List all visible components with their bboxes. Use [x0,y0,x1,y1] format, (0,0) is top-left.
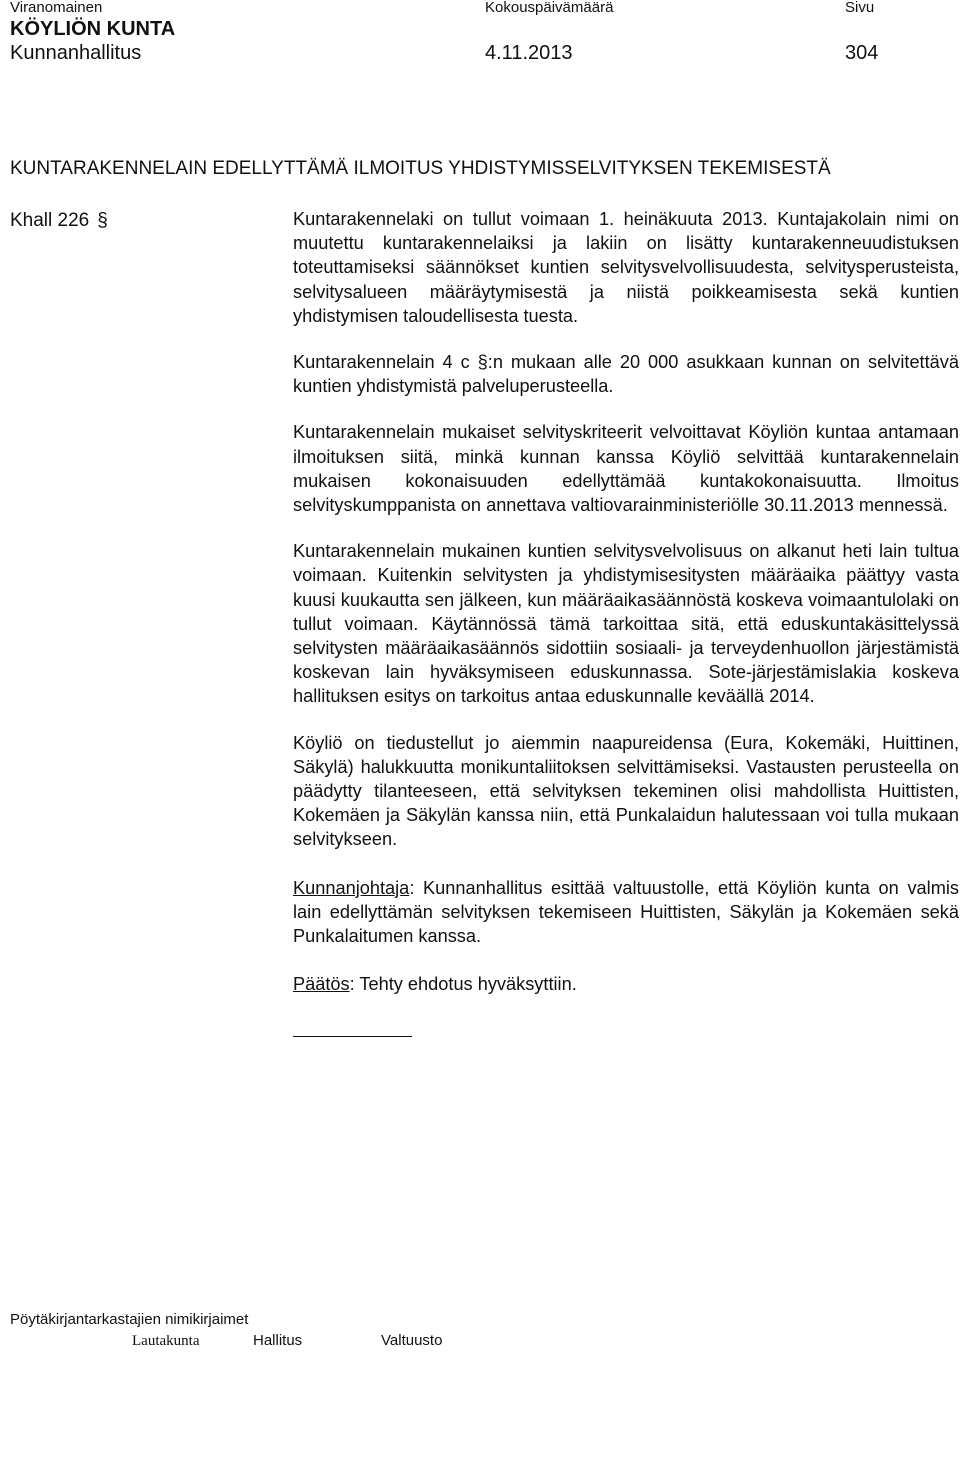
initials-columns [10,1331,950,1355]
decision-text: : Tehty ehdotus hyväksyttiin. [349,974,577,995]
page-label: Sivu [845,0,875,16]
section-reference [10,209,108,233]
initials-column-government: Hallitus [253,1332,303,1349]
meeting-date-label: Kokouspäivämäärä [485,0,614,16]
paragraph: Köyliö on tiedustellut jo aiemmin naapureidensa (Eura, Kokemäki, Huittinen, Säkylä) halukkuutta monikuntaliitoksen selvittämiseksi. Vastausten perusteella on päädytty tilanteeseen, että selvityksen tekeminen olisi mahdollista Huittisten, Kokemäen ja Säkylän kanssa niin, että Punkalaidun halutessaan voi tulla mukaan selvitykseen. [293,732,959,850]
proposal-text: : Kunnanhallitus esittää valtuustolle, että Köyliön kunta on valmis lain edellyttämän selvityksen tekemiseen Huittisten, Säkylän ja Kokemäen sekä Punkalaitumen kanssa. [293,877,959,947]
authority-name: Kunnanhallitus [10,42,142,64]
proposal-label: Kunnanjohtaja [293,877,410,898]
paragraph: Kuntarakennelaki on tullut voimaan 1. heinäkuuta 2013. Kuntajakolain nimi on muutettu kuntarakennelaiksi ja lakiin on lisätty kuntarakenneuudistuksen toteuttamiseksi säännökset kuntien selvitysvelvollisuudesta, selvitysperusteista, selvitysalueen määräytymisestä ja niistä poikkeamisesta sekä kuntien yhdistymisen taloudellisesta tuesta. [293,209,959,326]
signature-line [293,1036,412,1037]
paragraph: Kuntarakennelain mukainen kuntien selvitysvelvolisuus on alkanut heti lain tultua voimaan. Kuitenkin selvitysten ja yhdistymisesitysten määräaika päättyy vasta kuusi kuukautta sen jälkeen, kun määräaikasäännöstä koskeva voimaantulolaki on tullut voimaan. Käytännössä tämä tarkoittaa sitä, että eduskuntakäsittelyssä selvitysten määräaikasäännös sidottiin sosiaali- ja terveydenhuollon järjestämistä koskevan lain hyväksymiseen eduskunnassa. Sote-järjestämislakia koskeva hallituksen esitys on tarkoitus antaa eduskunnalle keväällä 2014. [293,541,959,707]
paragraph: Kuntarakennelain 4 c §:n mukaan alle 20 000 asukkaan kunnan on selvitettävä kuntien yhdistymistä palveluperusteella. [293,352,959,397]
paragraph: Kuntarakennelain mukaiset selvityskriteerit velvoittavat Köyliön kuntaa antamaan ilmoituksen siitä, minkä kunnan kanssa Köyliö selvittää kuntarakennelain mukaisen kokonaisuuden edellyttämää kuntakokonaisuutta. Ilmoitus selvityskumppanista on annettava valtiovarainministeriölle 30.11.2013 mennessä. [293,422,959,516]
document-body [293,207,959,1037]
organization-name: KÖYLIÖN KUNTA [10,18,176,40]
decision-paragraph [293,972,959,996]
initials-column-board: Lautakunta [132,1333,200,1349]
meeting-date: 4.11.2013 [485,42,573,64]
section-symbol: § [97,210,108,231]
signatures-label: Pöytäkirjantarkastajien nimikirjaimet [10,1311,249,1328]
proposal-paragraph [293,876,959,949]
document-title: KUNTARAKENNELAIN EDELLYTTÄMÄ ILMOITUS YHDISTYMISSELVITYKSEN TEKEMISESTÄ [10,158,831,179]
section-label: Khall 226 [10,210,90,231]
initials-column-council: Valtuusto [381,1332,443,1349]
decision-label: Päätös [293,974,350,995]
footer [10,1311,950,1355]
page-number: 304 [845,42,879,64]
authority-label: Viranomainen [10,0,103,16]
